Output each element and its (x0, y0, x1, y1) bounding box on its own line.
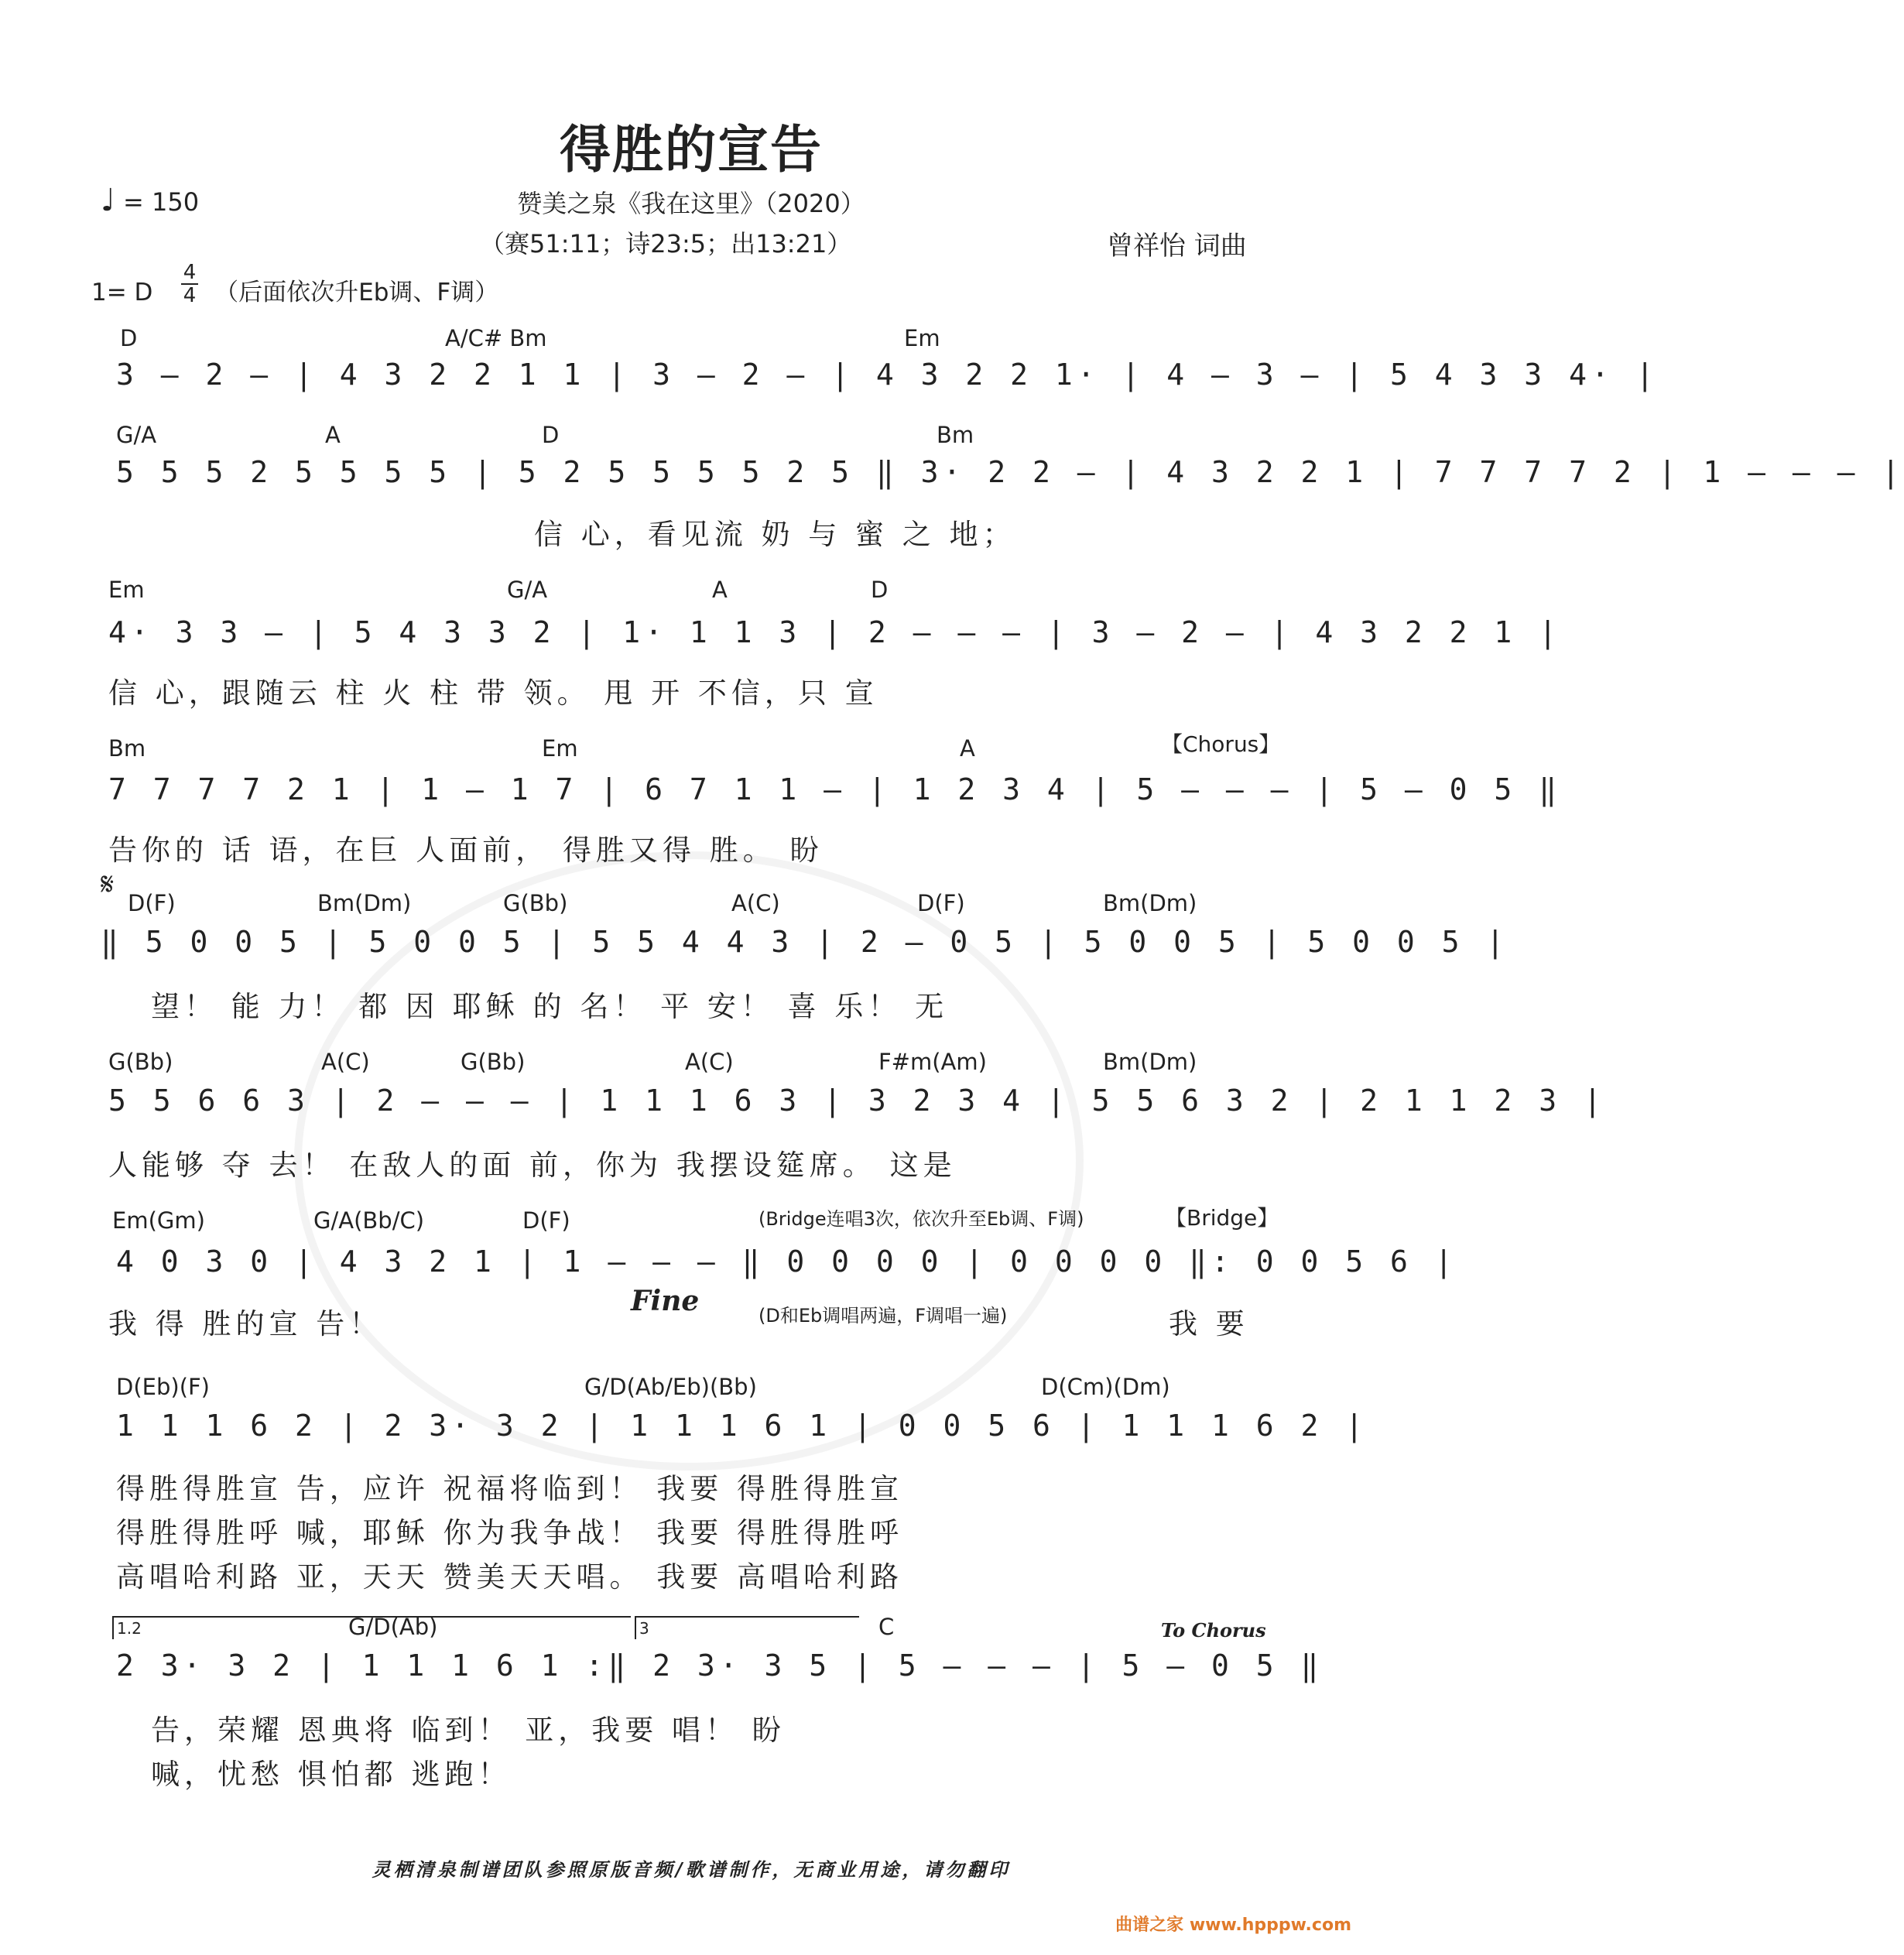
chord-label: Em(Gm) (112, 1207, 205, 1234)
chord-label: D (120, 325, 138, 351)
chord-label: A/C# Bm (445, 325, 547, 351)
lyric-line: 我 得 胜的宣 告！ (108, 1307, 383, 1340)
lyric-line: 高唱哈利路 亚，天天 赞美天天唱。 我要 高唱哈利路 (116, 1560, 904, 1594)
chord-label: D(F) (917, 890, 965, 916)
lyric-line: 得胜得胜宣 告，应许 祝福将临到！ 我要 得胜得胜宣 (116, 1472, 904, 1505)
section-bridge-tag: 【Bridge】 (1165, 1205, 1279, 1231)
chord-label: D(F) (522, 1207, 570, 1234)
to-chorus-mark: To Chorus (1161, 1619, 1266, 1642)
chord-label: G(Bb) (108, 1049, 173, 1075)
chord-label: G/A (116, 422, 157, 448)
chord-label: C (878, 1614, 895, 1640)
composer: 曾祥怡 词曲 (1107, 231, 1247, 262)
chord-label: G/A (507, 577, 548, 603)
volta-1-2: 1.2 (112, 1616, 631, 1639)
notation-line: 4 0 3 0 | 4 3 2 1 | 1 – – – ‖ 0 0 0 0 | 0 0 0 0 ‖: 0 0 5 6 | (116, 1245, 1457, 1279)
fine-mark: Fine (631, 1285, 700, 1317)
chord-label: G(Bb) (503, 890, 568, 916)
timesig-bottom: 4 (183, 284, 197, 307)
chord-label: F#m(Am) (878, 1049, 987, 1075)
chord-label: Bm(Dm) (317, 890, 412, 916)
chord-label: D(Eb)(F) (116, 1374, 210, 1400)
lyric-line: 望！ 能 力！ 都 因 耶稣 的 名！ 平 安！ 喜 乐！ 无 (151, 990, 949, 1023)
tempo-mark (101, 183, 199, 218)
chord-label: D(F) (128, 890, 176, 916)
chord-label: A (712, 577, 728, 603)
repeat-instruction: (D和Eb调唱两遍，F调唱一遍) (759, 1305, 1008, 1327)
volta-3: 3 (635, 1616, 859, 1639)
site-watermark: 曲谱之家 www.hpppw.com (1115, 1916, 1351, 1935)
chord-label: Em (542, 735, 578, 762)
key-signature (91, 272, 498, 307)
chord-label: G(Bb) (461, 1049, 526, 1075)
tempo-value: = 150 (123, 187, 200, 217)
lyric-line: 喊，忧愁 惧怕都 逃跑！ (151, 1758, 512, 1791)
chord-label: G/D(Ab/Eb)(Bb) (584, 1374, 757, 1400)
notation-line: 2 3· 3 2 | 1 1 1 6 1 :‖ 2 3· 3 5 | 5 – – – | 5 – 0 5 ‖ (116, 1649, 1324, 1683)
chord-label: D (871, 577, 889, 603)
chord-label: Em (904, 325, 940, 351)
notation-line: 7 7 7 7 2 1 | 1 – 1 7 | 6 7 1 1 – | 1 2 3 4 | 5 – – – | 5 – 0 5 ‖ (108, 772, 1562, 806)
chord-label: G/A(Bb/C) (313, 1207, 425, 1234)
notation-line: 3 – 2 – | 4 3 2 2 1 1 | 3 – 2 – | 4 3 2 2 1· | 4 – 3 – | 5 4 3 3 4· | (116, 358, 1659, 392)
notation-line: 5 5 5 2 5 5 5 5 | 5 2 5 5 5 5 2 5 ‖ 3· 2 2 – | 4 3 2 2 1 | 7 7 7 7 2 | 1 – – – | (116, 455, 1904, 489)
lyric-line: 我 要 (1169, 1307, 1249, 1340)
chord-label: Bm (937, 422, 974, 448)
song-subtitle: 赞美之泉《我在这里》（2020） (517, 189, 865, 218)
chord-label: A (325, 422, 341, 448)
bridge-instruction: (Bridge连唱3次，依次升至Eb调、F调) (759, 1208, 1084, 1230)
notation-line: 5 5 6 6 3 | 2 – – – | 1 1 1 6 3 | 3 2 3 4 | 5 5 6 3 2 | 2 1 1 2 3 | (108, 1084, 1606, 1118)
chord-label: A(C) (685, 1049, 734, 1075)
notation-line: 1 1 1 6 2 | 2 3· 3 2 | 1 1 1 6 1 | 0 0 5 6 | 1 1 1 6 2 | (116, 1409, 1368, 1443)
quarter-note-icon: ♩ (101, 183, 115, 218)
timesig-top: 4 (183, 261, 197, 284)
section-chorus-tag: 【Chorus】 (1161, 731, 1281, 757)
chord-label: A (960, 735, 975, 762)
footer-note: 灵栖清泉制谱团队参照原版音频/歌谱制作，无商业用途，请勿翻印 (372, 1858, 1011, 1881)
segno-icon: 𝄋 (101, 867, 115, 902)
chord-label: Bm(Dm) (1103, 1049, 1197, 1075)
chord-label: A(C) (321, 1049, 370, 1075)
song-title: 得胜的宣告 (560, 120, 823, 180)
key-note: （后面依次升Eb调、F调） (214, 279, 499, 306)
lyric-line: 信 心，跟随云 柱 火 柱 带 领。 甩 开 不信，只 宣 (108, 676, 878, 710)
lyric-line: 告，荣耀 恩典将 临到！ 亚，我要 唱！ 盼 (151, 1714, 786, 1747)
chord-label: Bm(Dm) (1103, 890, 1197, 916)
notation-line: 4· 3 3 – | 5 4 3 3 2 | 1· 1 1 3 | 2 – – – | 3 – 2 – | 4 3 2 2 1 | (108, 615, 1562, 649)
lyric-line: 信 心，看见流 奶 与 蜜 之 地； (534, 518, 1016, 551)
notation-line: ‖ 5 0 0 5 | 5 0 0 5 | 5 5 4 4 3 | 2 – 0 5 | 5 0 0 5 | 5 0 0 5 | (101, 925, 1509, 959)
chord-label: Bm (108, 735, 146, 762)
chord-label: A(C) (731, 890, 780, 916)
chord-label: D(Cm)(Dm) (1041, 1374, 1170, 1400)
scripture-refs: （赛51:11；诗23:5；出13:21） (480, 229, 852, 258)
lyric-line: 告你的 话 语，在巨 人面前， 得胜又得 胜。 盼 (108, 834, 824, 867)
chord-label: Em (108, 577, 145, 603)
lyric-line: 人能够 夺 去！ 在敌人的面 前，你为 我摆设筵席。 这是 (108, 1149, 957, 1182)
key-label: 1= D (91, 279, 153, 306)
time-signature (181, 263, 198, 305)
chord-label: G/D(Ab) (348, 1614, 438, 1640)
lyric-line: 得胜得胜呼 喊，耶稣 你为我争战！ 我要 得胜得胜呼 (116, 1516, 904, 1549)
chord-label: D (542, 422, 560, 448)
